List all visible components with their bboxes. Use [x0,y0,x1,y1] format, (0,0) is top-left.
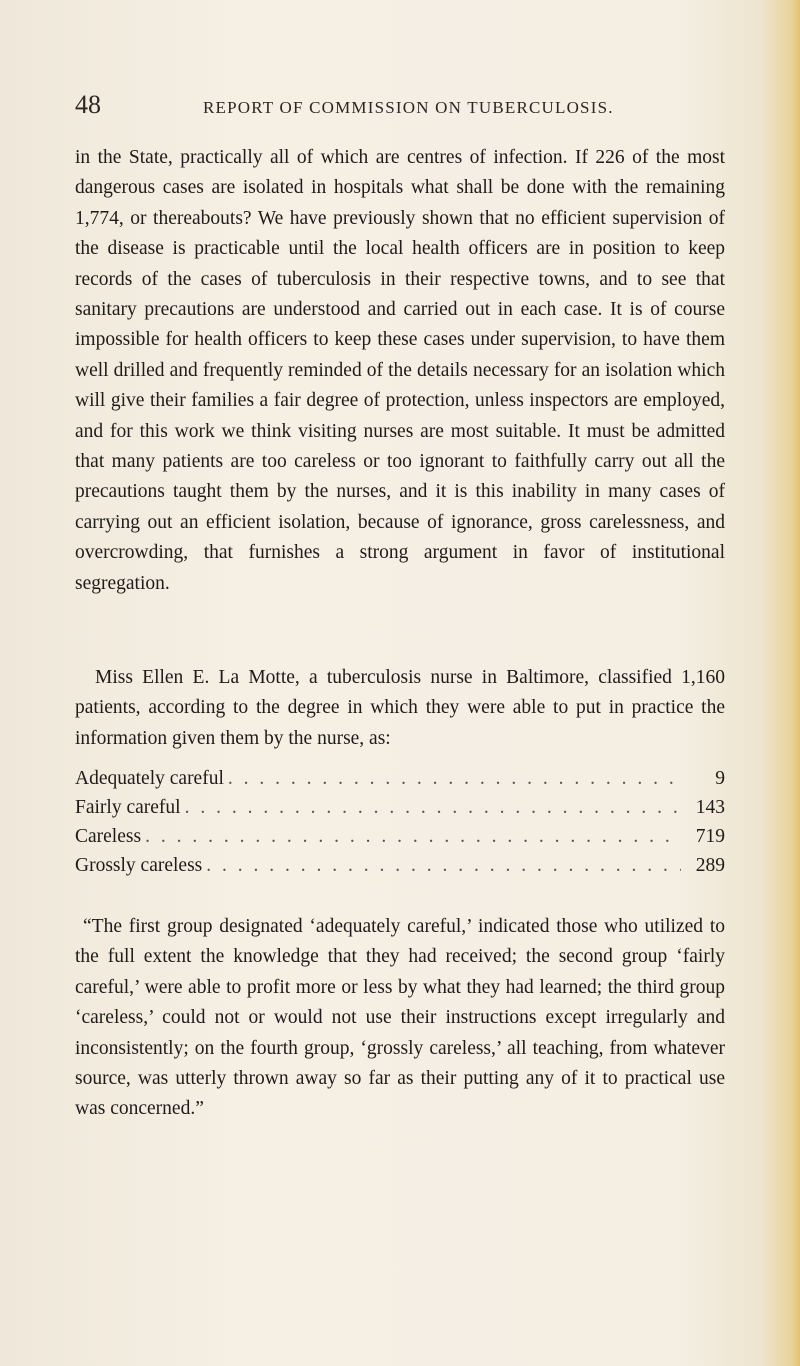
table-row [75,822,725,851]
row-label: Grossly careless [75,855,203,876]
row-value: 9 [715,768,725,789]
paragraph-3: “The first group designated ‘adequately careful,’ indicated those who utilized to the full extent the knowledge that they had received; the second group ‘fairly careful,’ were able to profit more or less by what they had learned; the third group ‘careless,’ could not or would not use their instructions except irregularly and inconsistently; on the fourth group, ‘grossly careless,’ all teaching, from whatever source, was utterly thrown away so far as their putting any of it to practical use was concerned.” [75,916,725,1120]
classification-table [75,764,725,880]
running-head: REPORT OF COMMISSION ON TUBERCULOSIS. [203,98,614,117]
table-row [75,793,725,822]
row-value: 289 [695,855,725,876]
row-label: Fairly careful [75,797,181,818]
dot-leader [228,764,681,793]
dot-leader [145,822,681,851]
row-value: 143 [695,797,725,818]
table-row [75,764,725,793]
row-value: 719 [695,826,725,847]
page-number: 48 [75,90,101,119]
row-label: Careless [75,826,142,847]
table-row [75,851,725,880]
page-header [75,92,735,122]
dot-leader [185,793,681,822]
paragraph-2: Miss Ellen E. La Motte, a tuberculosis nurse in Baltimore, classified 1,160 patients, according to the degree in which they were able to put in practice the information given them by the nurse, as: [75,667,725,749]
paragraph-1: in the State, practically all of which are centres of infection. If 226 of the most dangerous cases are isolated in hospitals what shall be done with the remaining 1,774, or thereabouts? We have previously shown that no efficient supervision of the disease is practicable until the local health officers are in position to keep records of the cases of tuberculosis in their respective towns, and to see that sanitary precautions are understood and carried out in each case. It is of course impossible for health officers to keep these cases under supervision, to have them well drilled and frequently reminded of the details necessary for an isolation which will give their families a fair degree of protection, unless inspectors are employed, and for this work we think visiting nurses are most suitable. It must be admitted that many patients are too careless or too ignorant to faithfully carry out all the precautions taught them by the nurses, and it is this inability in many cases of carrying out an efficient isolation, because of ignorance, gross carelessness, and overcrowding, that furnishes a strong argument in favor of institutional segregation. [75,147,725,594]
dot-leader [206,851,681,880]
row-label: Adequately careful [75,768,224,789]
